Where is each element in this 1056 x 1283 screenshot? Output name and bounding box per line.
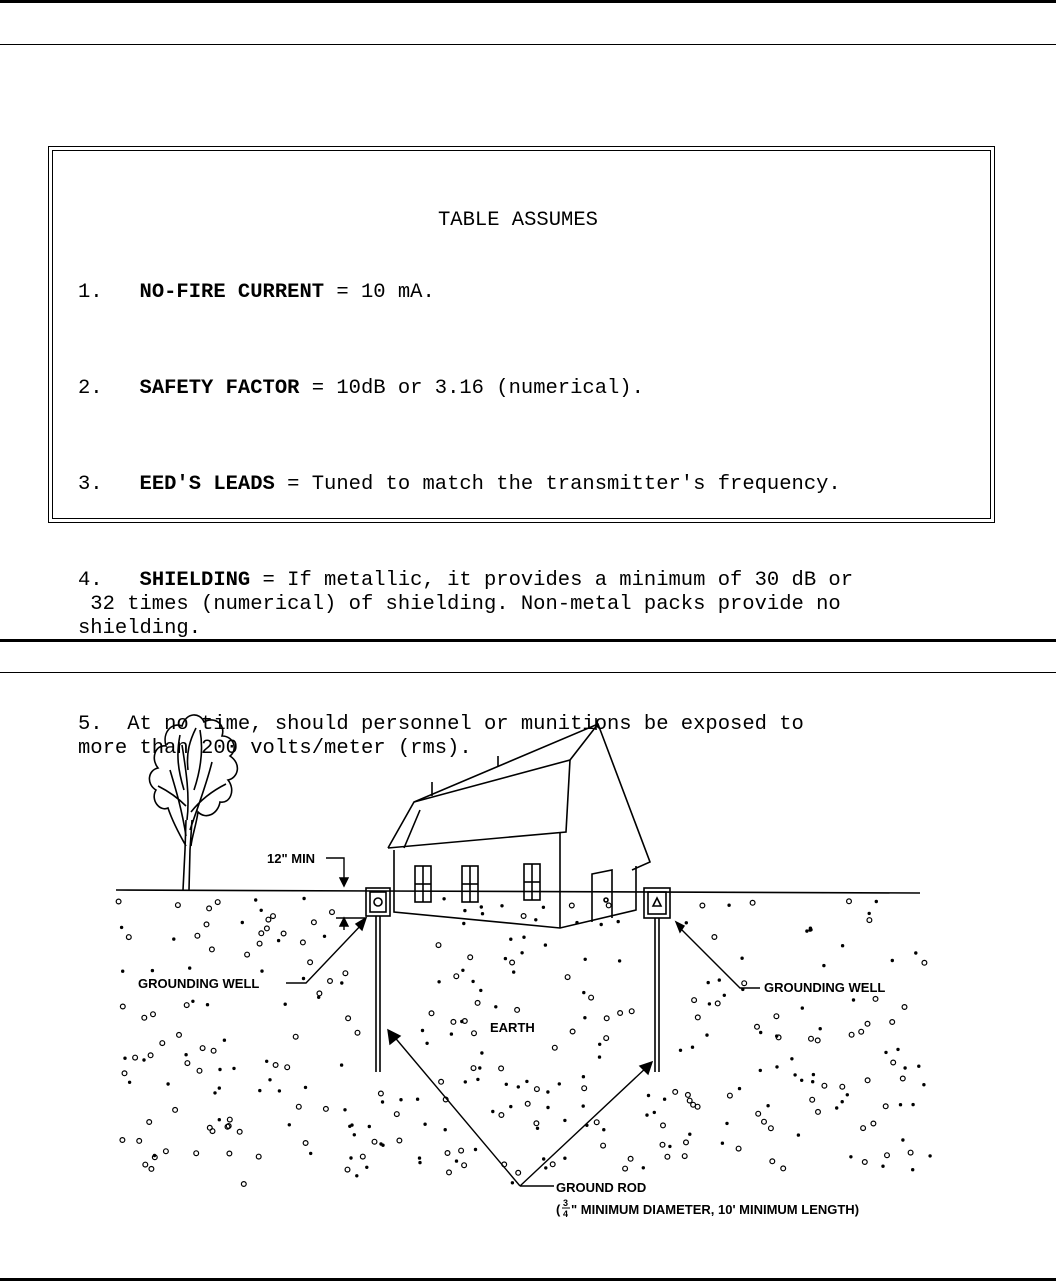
right-grounding-well: [644, 888, 670, 1072]
tree-drawing: [149, 715, 237, 890]
svg-text:" MINIMUM DIAMETER, 10' MINIMU: " MINIMUM DIAMETER, 10' MINIMUM LENGTH): [571, 1202, 860, 1217]
grounding-well-left-label: GROUNDING WELL: [138, 976, 260, 991]
depth-label: 12" MIN: [267, 851, 316, 866]
note-item-1: 1. NO-FIRE CURRENT = 10 mA.: [78, 281, 435, 304]
depth-dimension: [326, 858, 366, 930]
left-grounding-well: [366, 888, 390, 1072]
ground-rod-label: GROUND ROD: [556, 1180, 647, 1195]
grounding-well-right-label: GROUNDING WELL: [764, 980, 886, 995]
svg-text:3: 3: [563, 1198, 569, 1208]
svg-text:(: (: [556, 1202, 561, 1217]
soil-speckle: [116, 897, 931, 1186]
note-item-3: 3. EED'S LEADS = Tuned to match the transmitter's frequency.: [78, 473, 841, 496]
ground-rod-spec-label: [556, 1198, 859, 1219]
house-drawing: [388, 718, 650, 928]
leader-lines: [286, 918, 760, 1186]
note-item-5: 5. At no time, should personnel or munitions be exposed to more than 200 volts/meter (rms).: [78, 713, 804, 760]
table-assumes-title: TABLE ASSUMES: [438, 209, 598, 232]
earth-label: EARTH: [490, 1020, 535, 1035]
ground-surface-line: [116, 890, 920, 893]
note-item-2: 2. SAFETY FACTOR = 10dB or 3.16 (numerical).: [78, 377, 644, 400]
note-item-4: 4. SHIELDING = If metallic, it provides a minimum of 30 dB or 32 times (numerical) of shielding. Non-metal packs provide no shielding.: [78, 569, 854, 640]
svg-text:4: 4: [563, 1209, 569, 1219]
